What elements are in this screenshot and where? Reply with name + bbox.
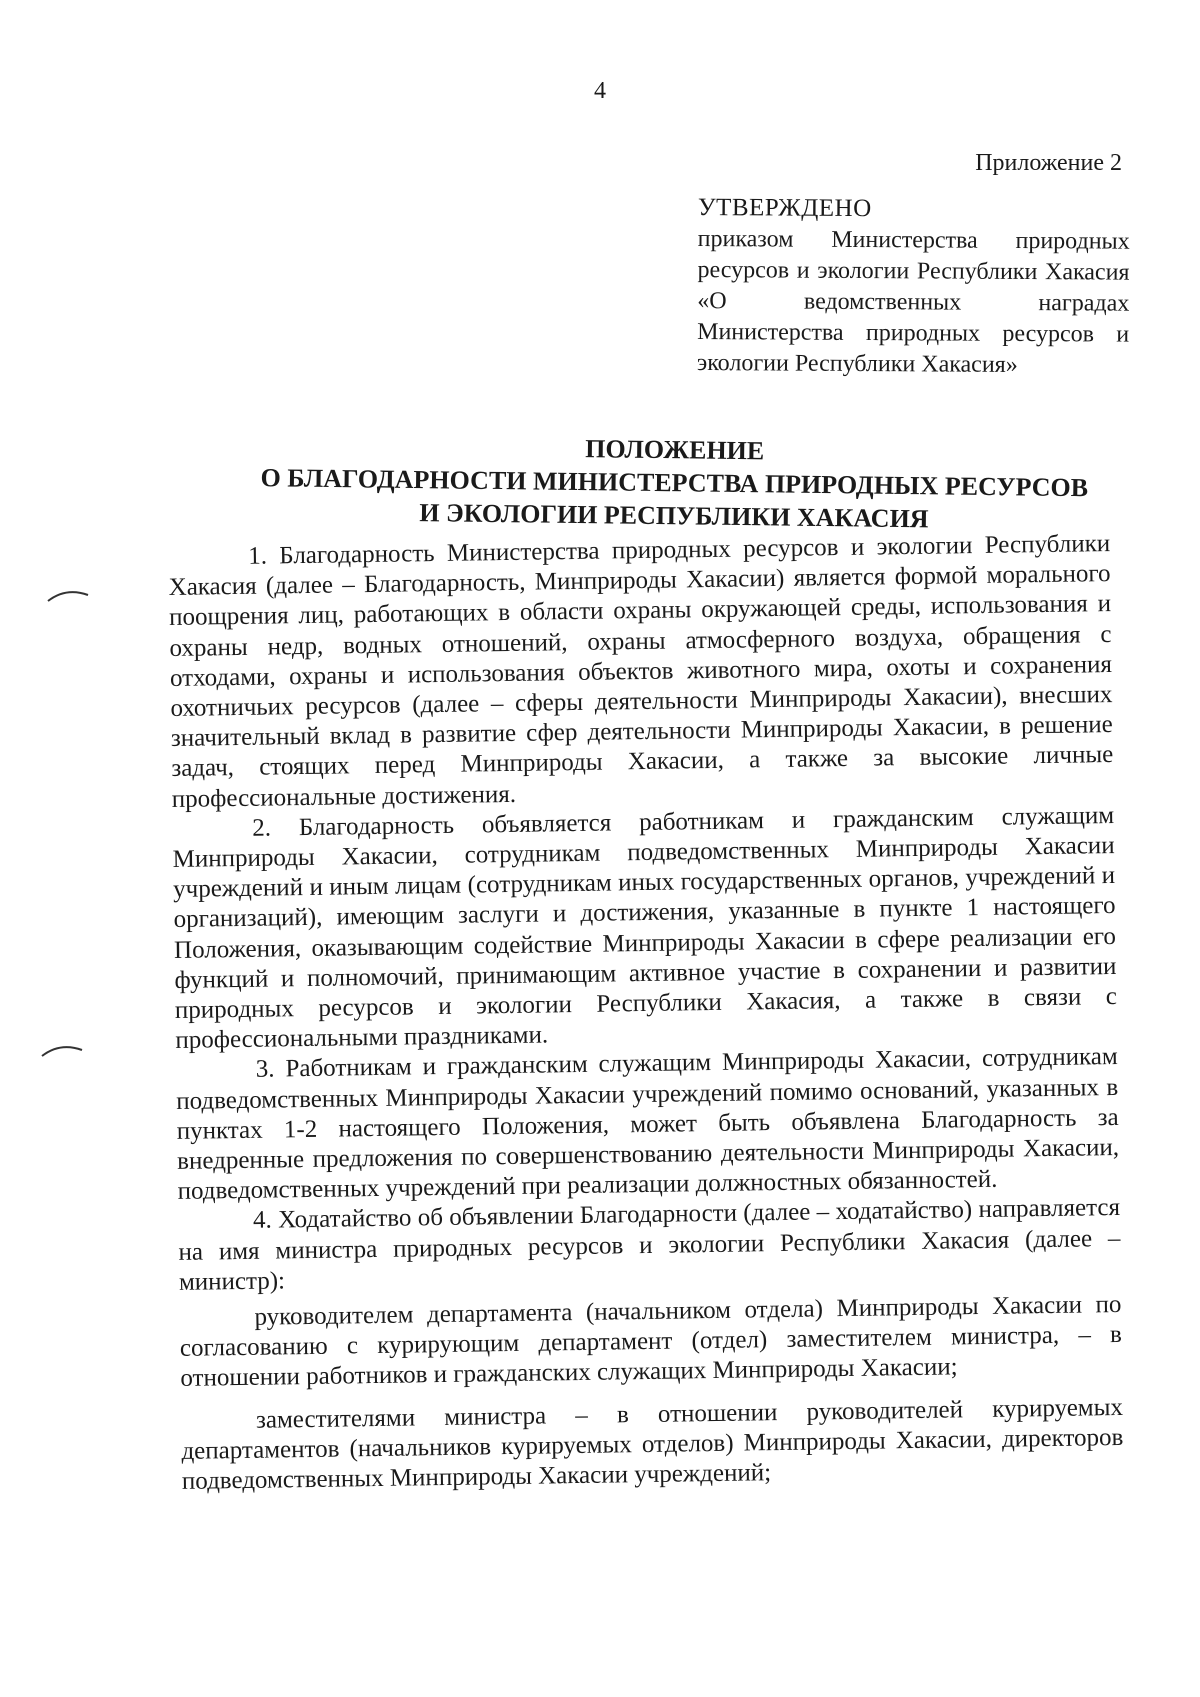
paragraph-3: 3. Работникам и гражданским служащим Минприроды Хакасии, сотрудникам подведомственных Минприроды Хакасии учреждений помимо оснований, указанных в пунктах 1-2 настоящего Положения, может быть объявлена Благодарность за внедренные предложения по совершенствованию деятельности Минприроды Хакасии, подведомственных учреждений при реализации должностных обязанностей. bbox=[176, 1043, 1120, 1206]
appendix-label: Приложение 2 bbox=[975, 150, 1122, 176]
document-title bbox=[249, 428, 1100, 537]
paragraph-5: руководителем департамента (начальником отдела) Минприроды Хакасии по согласованию с курирующим департамент (отдел) заместителем министра, – в отношении работников и гражданских служащих Минприроды Хакасии; bbox=[179, 1291, 1123, 1393]
punch-hole-mark-lower bbox=[40, 1040, 84, 1060]
paragraph-2: 2. Благодарность объявляется работникам и гражданским служащим Минприроды Хакасии, сотрудникам подведомственных Минприроды Хакасии учреждений и иным лицам (сотрудникам иных государственных органов, учреждений и организаций), имеющим заслуги и достижения, указанные в пункте 1 настоящего Положения, оказывающим содействие Минприроды Хакасии в сфере реализации его функций и полномочий, принимающим активное участие в сохранении и развитии природных ресурсов и экологии Республики Хакасия, а также в связи с профессиональными праздниками. bbox=[172, 801, 1118, 1055]
approval-block bbox=[697, 192, 1130, 382]
title-line-3: И ЭКОЛОГИИ РЕСПУБЛИКИ ХАКАСИЯ bbox=[419, 498, 929, 534]
title-line-2: О БЛАГОДАРНОСТИ МИНИСТЕРСТВА ПРИРОДНЫХ РЕСУРСОВ bbox=[260, 463, 1089, 503]
document-body bbox=[168, 529, 1124, 1497]
title-line-1: ПОЛОЖЕНИЕ bbox=[585, 434, 765, 466]
paragraph-4: 4. Ходатайство об объявлении Благодарности (далее – ходатайство) направляется на имя министра природных ресурсов и экологии Республики Хакасия (далее – министр): bbox=[178, 1194, 1121, 1296]
approval-heading: УТВЕРЖДЕНО bbox=[697, 193, 872, 223]
paragraph-1: 1. Благодарность Министерства природных ресурсов и экологии Республики Хакасия (далее – Благодарность, Минприроды Хакасии) является формой морального поощрения лиц, работающих в области охраны окружающей среды, использования и охраны недр, водных отношений, охраны атмосферного воздуха, обращения с отходами, охраны и использования объектов животного мира, охоты и сохранения охотничьих ресурсов (далее – сферы деятельности Минприроды Хакасии), внесших значительный вклад в развитие сфер деятельности Минприроды Хакасии, в решение задач, стоящих перед Минприроды Хакасии, а также за высокие личные профессиональные достижения. bbox=[168, 530, 1114, 813]
page-number: 4 bbox=[594, 78, 606, 104]
punch-hole-mark-upper bbox=[46, 585, 90, 605]
approval-text: приказом Министерства природных ресурсов и экологии Республики Хакасия «О ведомственных наградах Министерства природных ресурсов и экологии Республики Хакасия» bbox=[696, 225, 1130, 378]
paragraph-6: заместителями министра – в отношении руководителей курируемых департаментов (начальников курируемых отделов) Минприроды Хакасии, директоров подведомственных Минприроды Хакасии учреждений; bbox=[181, 1393, 1124, 1495]
